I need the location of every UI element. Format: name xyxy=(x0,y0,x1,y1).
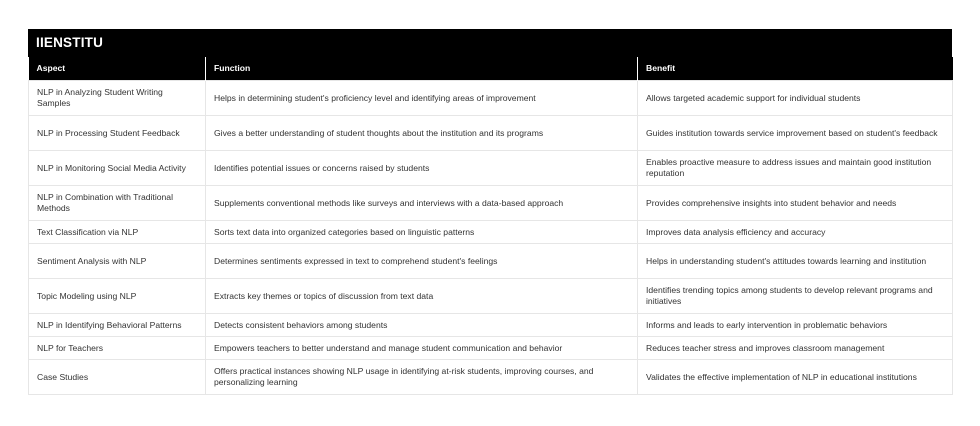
table-row xyxy=(29,314,953,337)
nlp-aspects-table xyxy=(28,57,953,395)
table-row xyxy=(29,279,953,314)
cell-aspect: Topic Modeling using NLP xyxy=(29,279,206,314)
cell-benefit: Improves data analysis efficiency and accuracy xyxy=(638,221,953,244)
cell-aspect: Sentiment Analysis with NLP xyxy=(29,244,206,279)
cell-function: Identifies potential issues or concerns raised by students xyxy=(206,151,638,186)
cell-benefit: Guides institution towards service improvement based on student's feedback xyxy=(638,116,953,151)
cell-benefit: Validates the effective implementation of NLP in educational institutions xyxy=(638,360,953,395)
info-table-container xyxy=(28,29,952,395)
table-row xyxy=(29,244,953,279)
cell-benefit: Informs and leads to early intervention in problematic behaviors xyxy=(638,314,953,337)
column-header-benefit: Benefit xyxy=(638,57,953,81)
table-header-row xyxy=(29,57,953,81)
table-row xyxy=(29,360,953,395)
cell-aspect: Text Classification via NLP xyxy=(29,221,206,244)
cell-benefit: Allows targeted academic support for individual students xyxy=(638,81,953,116)
cell-aspect: NLP in Analyzing Student Writing Samples xyxy=(29,81,206,116)
cell-function: Determines sentiments expressed in text to comprehend student's feelings xyxy=(206,244,638,279)
table-row xyxy=(29,116,953,151)
column-header-function: Function xyxy=(206,57,638,81)
table-row xyxy=(29,337,953,360)
column-header-aspect: Aspect xyxy=(29,57,206,81)
cell-function: Supplements conventional methods like surveys and interviews with a data-based approach xyxy=(206,186,638,221)
brand-title: IIENSTITU xyxy=(28,29,952,57)
table-row xyxy=(29,81,953,116)
cell-function: Detects consistent behaviors among students xyxy=(206,314,638,337)
cell-function: Empowers teachers to better understand and manage student communication and behavior xyxy=(206,337,638,360)
cell-benefit: Identifies trending topics among students to develop relevant programs and initiatives xyxy=(638,279,953,314)
cell-function: Extracts key themes or topics of discussion from text data xyxy=(206,279,638,314)
cell-aspect: NLP in Identifying Behavioral Patterns xyxy=(29,314,206,337)
table-row xyxy=(29,186,953,221)
cell-aspect: Case Studies xyxy=(29,360,206,395)
cell-function: Gives a better understanding of student thoughts about the institution and its programs xyxy=(206,116,638,151)
cell-aspect: NLP in Monitoring Social Media Activity xyxy=(29,151,206,186)
table-row xyxy=(29,221,953,244)
cell-aspect: NLP in Processing Student Feedback xyxy=(29,116,206,151)
cell-aspect: NLP for Teachers xyxy=(29,337,206,360)
cell-function: Offers practical instances showing NLP usage in identifying at-risk students, improving courses, and personalizing learning xyxy=(206,360,638,395)
cell-aspect: NLP in Combination with Traditional Methods xyxy=(29,186,206,221)
cell-function: Helps in determining student's proficiency level and identifying areas of improvement xyxy=(206,81,638,116)
cell-benefit: Provides comprehensive insights into student behavior and needs xyxy=(638,186,953,221)
cell-benefit: Enables proactive measure to address issues and maintain good institution reputation xyxy=(638,151,953,186)
cell-function: Sorts text data into organized categories based on linguistic patterns xyxy=(206,221,638,244)
cell-benefit: Helps in understanding student's attitudes towards learning and institution xyxy=(638,244,953,279)
cell-benefit: Reduces teacher stress and improves classroom management xyxy=(638,337,953,360)
table-row xyxy=(29,151,953,186)
